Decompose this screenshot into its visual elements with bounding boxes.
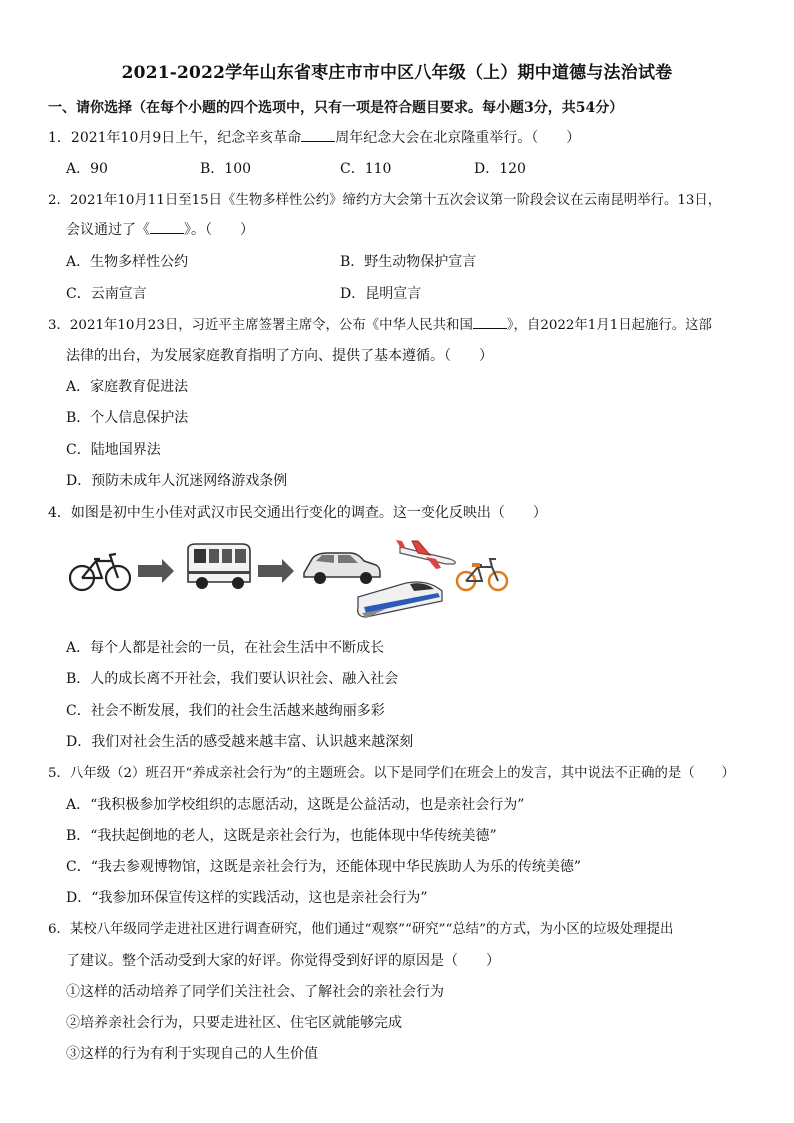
question-3-text: 3．2021年10月23日，习近平主席签署主席令，公布《中华人民共和国 bbox=[48, 318, 473, 333]
transport-change-figure bbox=[66, 535, 516, 620]
q6-statement-1: ①这样的活动培养了同学们关注社会、了解社会的亲社会行为 bbox=[66, 984, 444, 1000]
q1-option-b[interactable]: B．100 bbox=[200, 161, 252, 177]
q6-statement-3: ③这样的行为有利于实现自己的人生价值 bbox=[66, 1046, 318, 1062]
question-2-line-1: 2．2021年10月11日至15日《生物多样性公约》缔约方大会第十五次会议第一阶段会议在云南昆明举行。13日， bbox=[48, 193, 722, 208]
q4-option-b[interactable]: B．人的成长离不开社会，我们要认识社会、融入社会 bbox=[66, 671, 399, 687]
question-1 bbox=[48, 129, 580, 147]
q2-option-a[interactable]: A．生物多样性公约 bbox=[66, 254, 189, 270]
q2-option-c[interactable]: C．云南宣言 bbox=[66, 286, 147, 302]
question-3-line-2: 法律的出台，为发展家庭教育指明了方向、提供了基本遵循。（ ） bbox=[66, 348, 493, 364]
airplane-icon bbox=[396, 540, 455, 569]
q5-option-b[interactable]: B．“我扶起倒地的老人，这既是亲社会行为，也能体现中华传统美德” bbox=[66, 828, 497, 844]
q3-option-c[interactable]: C．陆地国界法 bbox=[66, 442, 161, 458]
q5-option-d[interactable]: D．“我参加环保宣传这样的实践活动，这也是亲社会行为” bbox=[66, 890, 428, 906]
answer-blank[interactable] bbox=[150, 221, 184, 234]
question-6-line-2: 了建议。整个活动受到大家的好评。你觉得受到好评的原因是（ ） bbox=[66, 953, 500, 969]
answer-blank[interactable] bbox=[473, 316, 507, 329]
arrow-right-icon bbox=[138, 559, 174, 583]
high-speed-train-icon bbox=[358, 582, 442, 618]
q1-option-a[interactable]: A．90 bbox=[66, 161, 108, 177]
q3-option-b[interactable]: B．个人信息保护法 bbox=[66, 410, 189, 426]
q4-option-a[interactable]: A．每个人都是社会的一员，在社会生活中不断成长 bbox=[66, 640, 385, 656]
question-2-text: 会议通过了《 bbox=[66, 222, 150, 238]
question-5: 5．八年级（2）班召开“养成亲社会行为”的主题班会。以下是同学们在班会上的发言，其中说法不正确的是（ ） bbox=[48, 766, 735, 781]
question-4: 4．如图是初中生小佳对武汉市民交通出行变化的调查。这一变化反映出（ ） bbox=[48, 505, 547, 521]
answer-blank[interactable] bbox=[301, 129, 335, 142]
q1-option-c[interactable]: C．110 bbox=[340, 161, 392, 177]
bike-share-icon bbox=[457, 559, 507, 590]
bus-icon bbox=[188, 544, 250, 589]
q4-option-c[interactable]: C．社会不断发展，我们的社会生活越来越绚丽多彩 bbox=[66, 703, 385, 719]
q2-option-d[interactable]: D．昆明宣言 bbox=[340, 286, 422, 302]
exam-title: 2021-2022学年山东省枣庄市市中区八年级（上）期中道德与法治试卷 bbox=[121, 63, 673, 83]
question-2-line-2 bbox=[66, 221, 254, 239]
q5-option-a[interactable]: A．“我积极参加学校组织的志愿活动，这既是公益活动，也是亲社会行为” bbox=[66, 797, 525, 813]
question-1-text-tail: 周年纪念大会在北京隆重举行。（ ） bbox=[335, 130, 581, 146]
q3-option-a[interactable]: A．家庭教育促进法 bbox=[66, 379, 189, 395]
bicycle-icon bbox=[70, 554, 130, 590]
q5-option-c[interactable]: C．“我去参观博物馆，这既是亲社会行为，还能体现中华民族助人为乐的传统美德” bbox=[66, 859, 582, 875]
arrow-right-icon bbox=[258, 559, 294, 583]
q3-option-d[interactable]: D．预防未成年人沉迷网络游戏条例 bbox=[66, 473, 288, 489]
question-3-line-1 bbox=[48, 316, 712, 335]
question-3-text-tail: 》，自2022年1月1日起施行。这部 bbox=[506, 318, 712, 333]
q6-statement-2: ②培养亲社会行为，只要走进社区、住宅区就能够完成 bbox=[66, 1015, 402, 1031]
question-1-text: 1．2021年10月9日上午，纪念辛亥革命 bbox=[48, 130, 302, 146]
question-6-line-1: 6．某校八年级同学走进社区进行调查研究，他们通过“观察”“研究”“总结”的方式，为小区的垃圾处理提出 bbox=[48, 922, 674, 937]
section-heading: 一、请你选择（在每个小题的四个选项中，只有一项是符合题目要求。每小题3分，共54分） bbox=[48, 100, 624, 116]
q1-option-d[interactable]: D．120 bbox=[474, 161, 526, 177]
q2-option-b[interactable]: B．野生动物保护宣言 bbox=[340, 254, 477, 270]
car-icon bbox=[304, 553, 380, 584]
q4-option-d[interactable]: D．我们对社会生活的感受越来越丰富、认识越来越深刻 bbox=[66, 734, 414, 750]
question-2-text-tail: 》。（ ） bbox=[184, 222, 254, 238]
